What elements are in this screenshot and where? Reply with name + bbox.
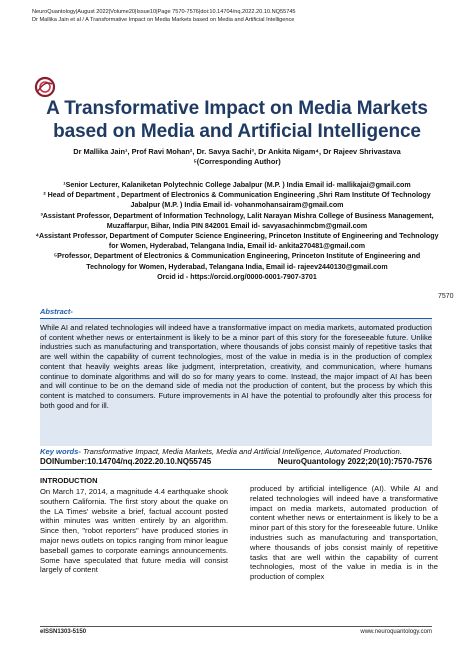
authors-line-2: ⁵(Corresponding Author) xyxy=(193,157,281,166)
affiliation-1: ¹Senior Lecturer, Kalaniketan Polytechnic College Jabalpur (M.P. ) India Email id- mallikajai@gmail.com xyxy=(63,181,411,189)
page-number: 7570 xyxy=(438,293,454,300)
footer-rule xyxy=(40,626,432,627)
journal-citation: NeuroQuantology 2022;20(10):7570-7576 xyxy=(277,457,432,466)
intro-left-column: On March 17, 2014, a magnitude 4.4 earthquake shook southern California. The first story about the quake on the LA Times' website a brief, factual account posted within minutes was written entirely by an algorithm. Since then, "robot reporters" have produced stories in major news outlets on topics ranging from minor league baseball games to corporate earnings announcements. Some have speculated that future media will consist largely of content xyxy=(40,487,228,575)
author-list xyxy=(40,147,434,167)
footer-website: www.neuroquantology.com xyxy=(360,629,432,635)
introduction-heading: INTRODUCTION xyxy=(40,476,98,485)
orcid-line: Orcid id - https://orcid.org/0000-0001-7907-3701 xyxy=(157,272,317,281)
intro-right-column: produced by artificial intelligence (AI). While AI and related technologies will indeed have a transformative impact on media markets, automated production of content whether news or entertainment is likely to be a minor part of this story for the foreseeable future. Unlike industries such as manufacturing and transportation, where thousands of jobs consist mainly of repetitive tasks that are well within the capability of current technologies, most of the value in media is in the production of complex xyxy=(250,484,438,582)
abstract-label: Abstract- xyxy=(40,307,73,316)
title-line-1: A Transformative Impact on Media Markets xyxy=(46,98,428,119)
running-header xyxy=(32,8,296,24)
affiliations xyxy=(34,180,440,282)
keywords xyxy=(40,447,432,457)
doi-rule xyxy=(40,469,432,470)
affiliation-2: ² Head of Department , Department of Electronics & Communication Engineering ,Shri Ram Institute Of Technology Jabalpur (M.P. ) India Email id- vohanmohansairam@gmail.com xyxy=(43,191,431,210)
keywords-text: Transformative Impact, Media Markets, Media and Artificial Intelligence, Automated Production. xyxy=(80,447,402,456)
affiliation-3: ³Assistant Professor, Department of Information Technology, Lalit Narayan Mishra College of Business Management, Muzaffarpur, Bihar, India PIN 842001 Email id- savyasachinmcbm@gmail.com xyxy=(40,211,434,230)
footer-issn: eISSN1303-5150 xyxy=(40,629,87,635)
article-info-line: Dr Mallika Jain et al / A Transformative Impact on Media Markets based on Media and Artificial Intelligence xyxy=(32,17,295,23)
journal-info-line: NeuroQuantology|August 2022|Volume20|Issue10|Page 7570-7576|doi:10.14704/nq.2022.20.10.NQ55745 xyxy=(32,9,296,15)
doi-number: DOINumber:10.14704/nq.2022.20.10.NQ55745 xyxy=(40,457,212,466)
affiliation-5: ⁵Professor, Department of Electronics & Communication Engineering, Princeton Institute of Engineering and Technology for Women, Hyderabad, Telangana India, Email id- rajeev2440130@gmail.com xyxy=(53,252,421,271)
paper-title xyxy=(0,97,474,143)
authors-line-1: Dr Mallika Jain¹, Prof Ravi Mohan², Dr. Savya Sachi³, Dr Ankita Nigam⁴, Dr Rajeev Shrivastava xyxy=(73,147,401,156)
keywords-label: Key words- xyxy=(40,447,81,456)
title-line-2: based on Media and Artificial Intelligence xyxy=(53,121,421,142)
journal-logo-icon xyxy=(34,76,56,98)
abstract-text: While AI and related technologies will indeed have a transformative impact on media markets, automated production of content whether news or entertainment is likely to be a minor part of this story for the foreseeable future. Unlike industries such as manufacturing and transportation, where thousands of jobs consist mainly of repetitive tasks that are well within the capability of current technologies, most of the value in media is in the production of complex content that heavily weights areas like judgment, interpretation, creativity, and communication, where humans continue to dominate algorithms and will do so for many years to come. Instead, the major impact of AI has been and will continue to be on the demand side of media not the production of content, but the process by which this content is matched to consumers. Future improvements in AI have the potential to profoundly alter this process for both good and for ill. xyxy=(40,323,432,410)
affiliation-4: ⁴Assistant Professor, Department of Computer Science Engineering, Princeton Institute of Engineering and Technology for Women, Hyderabad, Telangana India, Email id- ankita270481@gmail.com xyxy=(35,232,439,251)
